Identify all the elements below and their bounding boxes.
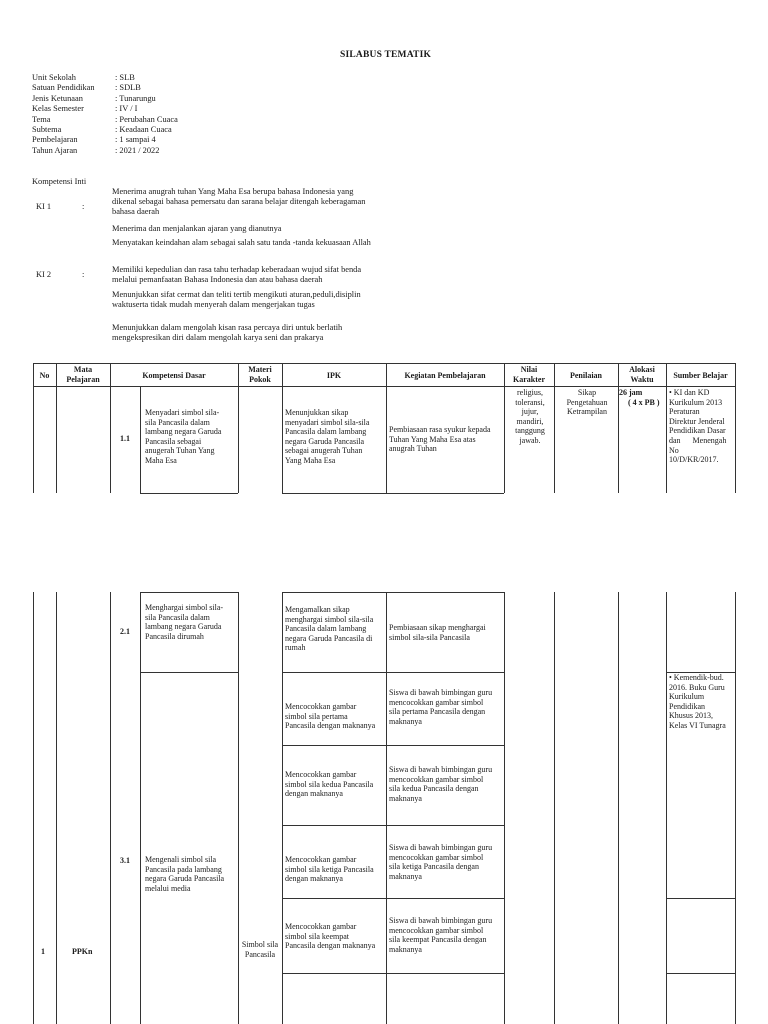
cell-line: Mencocokkan gambar — [285, 702, 357, 711]
cell-line: sila Pancasila dalam — [145, 417, 210, 427]
identity-value: : SDLB — [115, 83, 141, 93]
ki1-text-3: bahasa daerah — [112, 207, 160, 216]
ipk-row — [285, 702, 375, 731]
cell-line: Direktur Jenderal — [669, 416, 725, 426]
mata-pelajaran: PPKn — [72, 947, 93, 956]
cell-line: Pembiasaan rasa syukur kepada — [389, 425, 491, 434]
kegiatan-row — [389, 623, 486, 642]
identity-value: : SLB — [115, 73, 135, 82]
cell-line: Pancasila dalam lambang — [285, 624, 367, 634]
ki2-text-4: waktuserta tidak mudah menyerah dalam mengerjakan tugas — [112, 300, 315, 309]
ipk-row — [285, 770, 373, 799]
cell-line: negara Garuda Pancasila — [285, 436, 365, 446]
penilaian-1-1 — [556, 388, 618, 417]
ki1-text-5: Menyatakan keindahan alam sebagai salah satu tanda -tanda kekuasaan Allah — [112, 238, 371, 247]
header-no: No — [39, 371, 50, 380]
row-number: 1 — [41, 947, 45, 956]
cell-line: Ketrampilan — [567, 407, 607, 417]
kd-number-2-1: 2.1 — [120, 627, 130, 636]
cell-line: simbol sila kedua Pancasila — [285, 779, 374, 789]
kegiatan-row — [389, 916, 492, 954]
cell-line: Pendidikan — [669, 701, 705, 711]
ki-heading: Kompetensi Inti — [32, 177, 87, 186]
cell-line: Menyadari simbol sila- — [145, 408, 220, 417]
cell-line: negara Garuda Pancasila — [145, 874, 225, 884]
identity-label: Jenis Ketunaan — [32, 93, 83, 103]
ipk-row — [285, 922, 375, 951]
ki2-colon: : — [82, 270, 85, 279]
cell-line: Pancasila dirumah — [145, 631, 204, 641]
nilai-karakter-1-1 — [506, 388, 554, 446]
cell-line: religius, — [517, 388, 543, 397]
identity-value: : Keadaan Cuaca — [115, 125, 172, 134]
header-kegiatan: Kegiatan Pembelajaran — [404, 371, 486, 380]
ki2-text-1: Memiliki kepedulian dan rasa tahu terhadap keberadaan wujud sifat benda — [112, 265, 362, 274]
kd-number-3-1: 3.1 — [120, 856, 130, 865]
identity-label: Tema — [32, 114, 51, 124]
cell-line: tanggung — [515, 426, 545, 436]
cell-line: maknanya — [389, 793, 422, 803]
header-ipk: IPK — [326, 371, 342, 380]
cell-line: 10/D/KR/2017. — [669, 455, 719, 465]
header-alokasi-1: Alokasi — [629, 365, 655, 374]
identity-value: : Tunarungu — [115, 93, 156, 103]
cell-line: sila Pancasila dalam — [145, 612, 210, 622]
ki2-label: KI 2 — [36, 270, 52, 279]
cell-line: simbol sila-sila Pancasila — [389, 632, 470, 642]
cell-line: sebagai anugerah Tuhan — [285, 446, 363, 456]
cell-line: negara Garuda Pancasila di — [285, 633, 373, 643]
cell-line: mencocokkan gambar simbol — [389, 852, 484, 862]
cell-line: sila keempat Pancasila dengan — [389, 935, 487, 945]
cell-line: maknanya — [389, 871, 422, 881]
ki1-label: KI 1 — [36, 202, 52, 211]
identity-value: : 1 sampai 4 — [115, 135, 156, 145]
ki2-text-5: Menunjukkan dalam mengolah kisan rasa percaya diri untuk berlatih — [112, 323, 343, 332]
ki2-text-3: Menunjukkan sifat cermat dan teliti tertib mengikuti aturan,peduli,disiplin — [112, 290, 361, 299]
cell-line: Kurikulum — [669, 692, 705, 702]
cell-line: sila pertama Pancasila dengan — [389, 707, 486, 717]
cell-line: Pancasila — [244, 949, 276, 959]
identity-label: Satuan Pendidikan — [32, 83, 95, 93]
cell-line: Pengetahuan — [566, 397, 608, 407]
cell-line: Simbol sila — [241, 940, 279, 949]
cell-line: mencocokkan gambar simbol — [389, 774, 484, 784]
sumber-belajar-1-1 — [669, 388, 735, 465]
header-penilaian: Penilaian — [569, 371, 602, 380]
alokasi-jam: 26 jam — [619, 388, 643, 397]
cell-line: Khusus 2013, — [669, 711, 714, 721]
cell-line: Mengamalkan sikap — [285, 605, 350, 614]
cell-line: Siswa di bawah bimbingan guru — [389, 688, 493, 697]
cell-line: Siswa di bawah bimbingan guru — [389, 916, 493, 925]
cell-line: Kurikulum 2013 — [669, 397, 723, 407]
ki1-text-4: Menerima dan menjalankan ajaran yang dianutnya — [112, 224, 282, 233]
header-alokasi-2: Waktu — [630, 375, 654, 384]
kd-text-1-1 — [145, 408, 221, 466]
cell-line: toleransi, — [515, 397, 545, 407]
cell-line: Menghargai simbol sila- — [145, 603, 224, 612]
cell-line: Tuhan Yang Maha Esa atas — [389, 434, 476, 444]
kd-text-3-1 — [145, 855, 224, 893]
kegiatan-row — [389, 765, 492, 803]
cell-line: mencocokkan gambar simbol — [389, 697, 484, 707]
cell-line: anugerah Tuhan Yang — [145, 446, 215, 456]
header-materi-2: Pokok — [249, 375, 271, 384]
cell-line: Yang Maha Esa — [285, 455, 336, 465]
cell-line: lambang negara Garuda — [145, 622, 222, 632]
kegiatan-row — [389, 843, 492, 881]
ipk-text-1-1 — [285, 408, 369, 466]
cell-line: Pancasila pada lambang — [145, 864, 222, 874]
cell-line: lambang negara Garuda — [145, 427, 222, 437]
header-mapel-1: Mata — [73, 365, 93, 374]
cell-line: dan Menengah — [669, 435, 727, 445]
header-materi-1: Materi — [248, 365, 272, 374]
header-nilai-1: Nilai — [520, 365, 538, 374]
page-title: SILABUS TEMATIK — [340, 50, 432, 60]
cell-line: jawab. — [519, 435, 541, 445]
cell-line: sila kedua Pancasila dengan — [389, 784, 479, 794]
header-sumber: Sumber Belajar — [673, 371, 728, 380]
kegiatan-row — [389, 688, 492, 726]
identity-label: Tahun Ajaran — [32, 145, 78, 155]
cell-line: maknanya — [389, 944, 422, 954]
cell-line: sila ketiga Pancasila dengan — [389, 862, 479, 872]
identity-value: : IV / I — [115, 104, 138, 114]
ki2-text-2: melalui pemanfaatan Bahasa Indonesia dan atau bahasa daerah — [112, 275, 323, 284]
cell-line: Kelas VI Tunagra — [669, 720, 726, 730]
header-mapel-2: Pelajaran — [66, 375, 100, 384]
cell-line: Pancasila dengan maknanya — [285, 941, 376, 951]
cell-line: mencocokkan gambar simbol — [389, 925, 484, 935]
cell-line: Mencocokkan gambar — [285, 770, 357, 779]
cell-line: • Kemendik-bud. — [669, 673, 724, 682]
header-nilai-2: Karakter — [513, 375, 545, 384]
kd-number-1-1: 1.1 — [120, 434, 130, 443]
ki1-text-2: dikenal sebagai bahasa pemersatu dan sarana belajar ditengah keberagaman — [112, 197, 366, 206]
sumber-belajar-2 — [669, 673, 735, 731]
ki2-text-6: mengekspresikan diri dalam mengolah karya seni dan prakarya — [112, 333, 324, 342]
header-kompetensi-dasar: Kompetensi Dasar — [142, 371, 206, 380]
cell-line: 2016. Buku Guru — [669, 682, 725, 692]
cell-line: simbol sila pertama — [285, 711, 348, 721]
cell-line: Pendidikan Dasar — [669, 426, 726, 436]
cell-line: mandiri, — [516, 416, 544, 426]
cell-line: Pancasila dengan maknanya — [285, 721, 376, 731]
cell-line: Sikap — [577, 388, 597, 397]
identity-label: Pembelajaran — [32, 135, 78, 145]
identity-label: Kelas Semester — [32, 104, 84, 114]
identity-value: : 2021 / 2022 — [115, 145, 160, 155]
cell-line: dengan maknanya — [285, 789, 343, 799]
alokasi-pb: ( 4 x PB ) — [628, 398, 660, 407]
identity-label: Subtema — [32, 125, 62, 134]
cell-line: Pancasila dalam lambang — [285, 427, 367, 437]
materi-pokok — [238, 940, 282, 959]
cell-line: anugrah Tuhan — [389, 444, 437, 454]
cell-line: • KI dan KD — [669, 388, 710, 397]
kd-text-2-1 — [145, 603, 223, 641]
cell-line: rumah — [285, 643, 306, 653]
identity-value: : Perubahan Cuaca — [115, 114, 178, 124]
ipk-row — [285, 605, 373, 653]
cell-line: Menunjukkan sikap — [285, 408, 349, 417]
cell-line: jujur, — [521, 407, 539, 417]
cell-line: simbol sila ketiga Pancasila — [285, 864, 374, 874]
cell-line: Mencocokkan gambar — [285, 855, 357, 864]
ki1-text-1: Menerima anugrah tuhan Yang Maha Esa berupa bahasa Indonesia yang — [112, 187, 354, 196]
cell-line: menghargai simbol sila-sila — [285, 614, 374, 624]
cell-line: Maha Esa — [145, 455, 177, 465]
cell-line: No — [669, 445, 679, 455]
cell-line: Mengenali simbol sila — [145, 855, 217, 864]
cell-line: menyadari simbol sila-sila — [285, 417, 370, 427]
ki1-colon: : — [82, 202, 85, 211]
cell-line: Pancasila sebagai — [145, 436, 202, 446]
cell-line: Siswa di bawah bimbingan guru — [389, 765, 493, 774]
cell-line: dengan maknanya — [285, 874, 343, 884]
identity-label: Unit Sekolah — [32, 73, 76, 82]
ipk-row — [285, 855, 374, 884]
kegiatan-text-1-1 — [389, 425, 491, 454]
cell-line: Mencocokkan gambar — [285, 922, 357, 931]
cell-line: Pembiasaan sikap menghargai — [389, 623, 486, 632]
cell-line: Peraturan — [669, 407, 700, 417]
cell-line: Siswa di bawah bimbingan guru — [389, 843, 493, 852]
cell-line: simbol sila keempat — [285, 931, 349, 941]
cell-line: melalui media — [145, 883, 191, 893]
cell-line: maknanya — [389, 716, 422, 726]
